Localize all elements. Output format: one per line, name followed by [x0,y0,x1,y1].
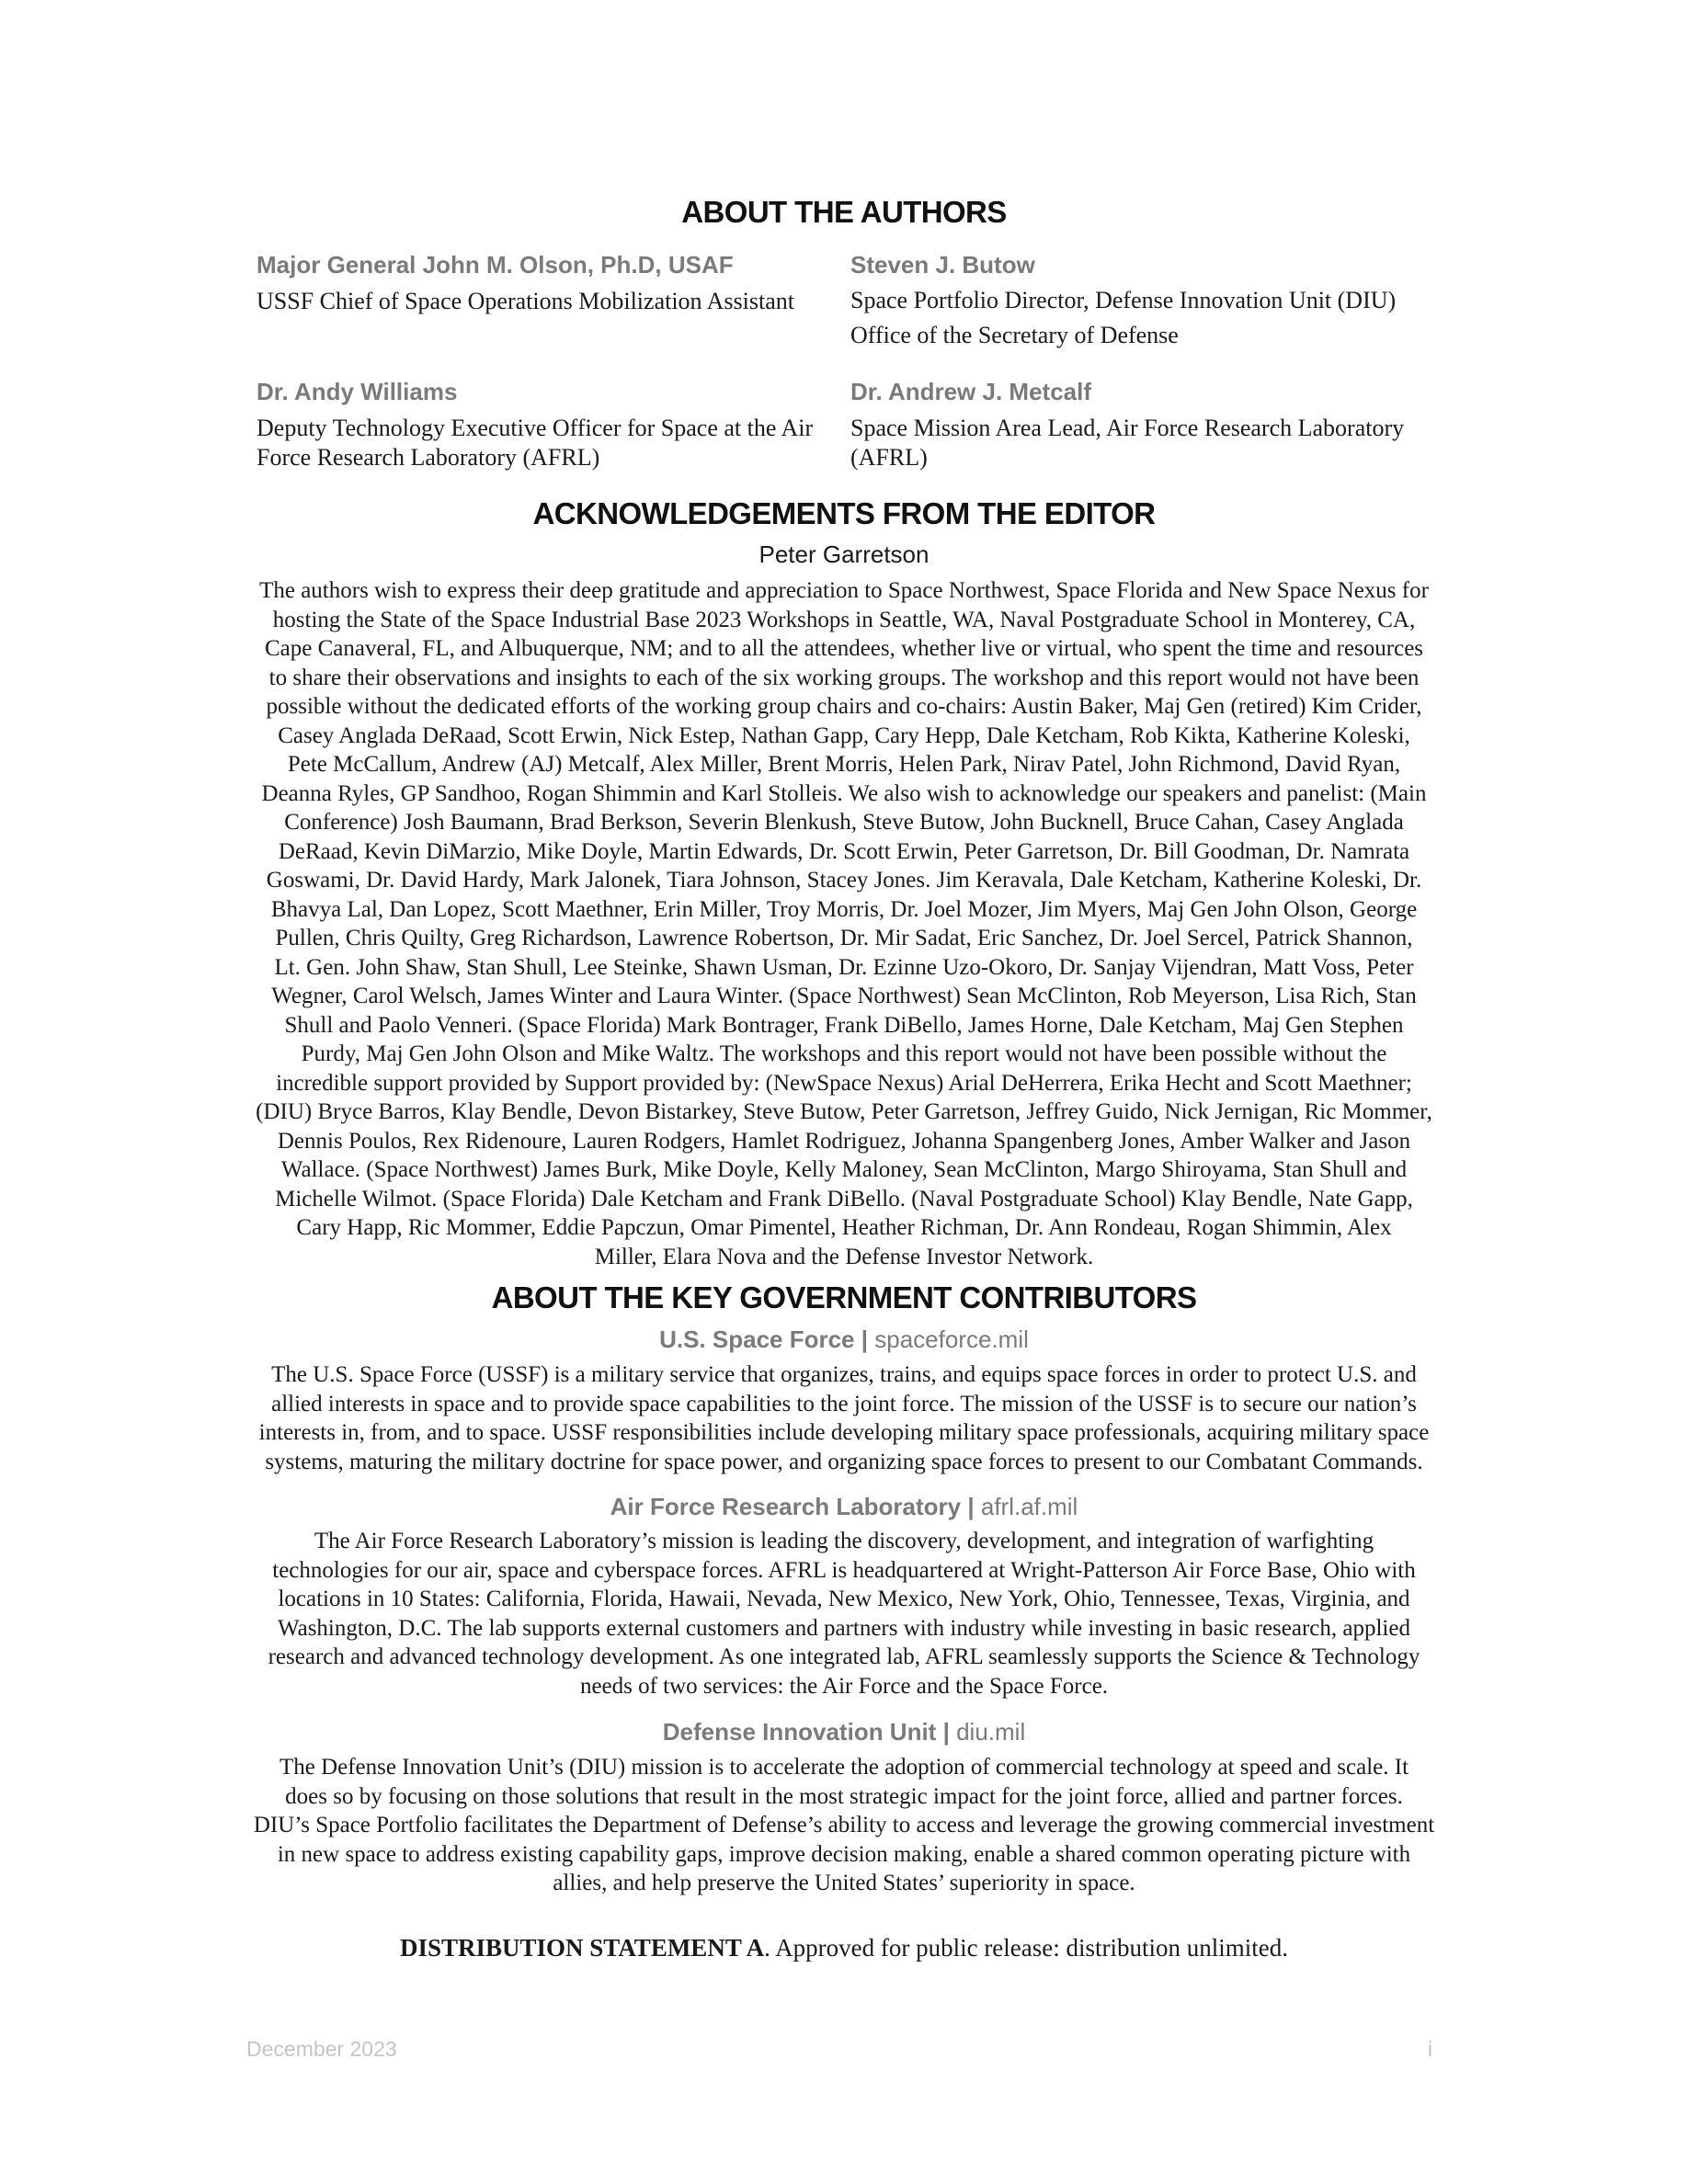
author-williams [257,375,827,472]
org-description-diu [246,1753,1442,1898]
author-role-line: Deputy Technology Executive Officer for Space at the Air [257,415,814,441]
org-separator: | [967,1493,975,1520]
footer-page-number: i [1427,2037,1432,2061]
editor-name: Peter Garretson [758,540,930,568]
footer-date: December 2023 [246,2037,397,2061]
body-line: Michelle Wilmot. (Space Florida) Dale Ketcham and Frank DiBello. (Naval Postgraduate School) Klay Bendle, Nate Gapp, [275,1186,1413,1211]
author-role-line: Space Portfolio Director, Defense Innovation Unit (DIU) [850,287,1397,313]
body-line: Dennis Poulos, Rex Ridenoure, Lauren Rodgers, Hamlet Rodriguez, Johanna Spangenberg Jones, Amber Walker and Jason [277,1128,1411,1154]
org-url-link[interactable]: spaceforce.mil [874,1325,1029,1353]
distribution-statement [0,1934,1688,1962]
body-line: Bhavya Lal, Dan Lopez, Scott Maethner, Erin Miller, Troy Morris, Dr. Joel Mozer, Jim Myers, Maj Gen John Olson, George [270,896,1418,922]
about-authors-title: ABOUT THE AUTHORS [681,195,1007,229]
body-line: Wallace. (Space Northwest) James Burk, Mike Doyle, Kelly Maloney, Sean McClinton, Margo Shiroyama, Stan Shull and [280,1157,1408,1182]
acknowledgements-title: ACKNOWLEDGEMENTS FROM THE EDITOR [532,496,1156,530]
body-line: Shull and Paolo Venneri. (Space Florida) Mark Bontrager, Frank DiBello, James Horne, Dale Ketcham, Maj Gen Stephen [284,1012,1404,1038]
body-line: (DIU) Bryce Barros, Klay Bendle, Devon Bistarkey, Steve Butow, Peter Garretson, Jeffrey Guido, Nick Jernigan, Ric Mommer, [256,1099,1432,1124]
org-heading-space-force [0,1324,1688,1355]
body-line: The authors wish to express their deep gratitude and appreciation to Space Northwest, Space Florida and New Space Nexus for [259,578,1429,603]
body-line: Pullen, Chris Quilty, Greg Richardson, Lawrence Robertson, Dr. Mir Sadat, Eric Sanchez, Dr. Joel Sercel, Patrick Shannon, [275,926,1413,950]
author-name: Steven J. Butow [850,251,1035,279]
author-name: Dr. Andrew J. Metcalf [850,378,1091,405]
body-line: interests in, from, and to space. USSF responsibilities include developing military space professionals, acquiring military space [258,1420,1430,1445]
author-olson [257,248,827,316]
org-description-space-force [246,1360,1442,1476]
author-butow [850,248,1420,353]
author-role-line: Space Mission Area Lead, Air Force Research Laboratory [850,415,1405,441]
body-line: Lt. Gen. John Shaw, Stan Shull, Lee Steinke, Shawn Usman, Dr. Ezinne Uzo-Okoro, Dr. Sanjay Vijendran, Matt Voss, Peter [274,954,1414,980]
org-url-link[interactable]: afrl.af.mil [980,1493,1078,1520]
author-metcalf [850,375,1420,472]
body-line: Purdy, Maj Gen John Olson and Mike Waltz. The workshops and this report would not have been possible without the [301,1041,1387,1066]
body-line: The U.S. Space Force (USSF) is a military service that organizes, trains, and equips space forces in order to protect U.S. and [271,1362,1417,1387]
body-line: in new space to address existing capability gaps, improve decision making, enable a shared common operating picture with [277,1841,1411,1867]
body-line: allied interests in space and to provide space capabilities to the joint force. The mission of the USSF is to secure our nation’s [271,1391,1417,1416]
body-line: possible without the dedicated efforts of the working group chairs and co-chairs: Austin Baker, Maj Gen (retired) Kim Crider, [266,694,1422,719]
author-role [257,287,827,316]
body-line: DIU’s Space Portfolio facilitates the Department of Defense’s ability to access and leverage the growing commercial investment [253,1813,1435,1837]
org-name: U.S. Space Force [659,1325,855,1353]
body-line: Goswami, Dr. David Hardy, Mark Jalonek, Tiara Johnson, Stacey Jones. Jim Keravala, Dale Ketcham, Katherine Koleski, Dr. [266,868,1422,893]
body-line: The Defense Innovation Unit’s (DIU) mission is to accelerate the adoption of commercial technology at speed and scale. It [279,1755,1409,1780]
author-role-line: Force Research Laboratory (AFRL) [257,444,600,471]
author-role-line: Office of the Secretary of Defense [850,322,1179,348]
author-role [257,414,827,472]
org-heading-diu [0,1716,1688,1747]
org-separator: | [942,1718,950,1746]
acknowledgements-body [246,576,1442,1271]
author-role [850,414,1420,472]
author-role-line: (AFRL) [850,444,928,471]
org-name: Defense Innovation Unit [662,1718,937,1746]
body-line: Deanna Ryles, GP Sandhoo, Rogan Shimmin and Karl Stolleis. We also wish to acknowledge our speakers and panelist: (Main [261,780,1427,806]
body-line: needs of two services: the Air Force and the Space Force. [579,1673,1109,1699]
body-line: Casey Anglada DeRaad, Scott Erwin, Nick Estep, Nathan Gapp, Cary Hepp, Dale Ketcham, Rob Kikta, Katherine Koleski, [278,722,1410,748]
org-heading-afrl [0,1491,1688,1522]
body-line: Conference) Josh Baumann, Brad Berkson, Severin Blenkush, Steve Butow, John Bucknell, Bruce Cahan, Casey Anglada [284,810,1404,835]
author-name: Dr. Andy Williams [257,378,458,405]
body-line: research and advanced technology development. As one integrated lab, AFRL seamlessly supports the Science & Technology [268,1644,1420,1669]
body-line: does so by focusing on those solutions that result in the most strategic impact for the joint force, allied and partner forces. [285,1783,1403,1809]
body-line: systems, maturing the military doctrine for space power, and organizing space forces to present to our Combatant Commands. [265,1449,1423,1474]
distribution-text: . Approved for public release: distribution unlimited. [764,1934,1288,1962]
body-line: Wegner, Carol Welsch, James Winter and Laura Winter. (Space Northwest) Sean McClinton, Rob Meyerson, Lisa Rich, Stan [271,984,1417,1008]
body-line: Cary Happ, Ric Mommer, Eddie Papczun, Omar Pimentel, Heather Richman, Dr. Ann Rondeau, Rogan Shimmin, Alex [296,1215,1392,1240]
body-line: allies, and help preserve the United States’ superiority in space. [553,1871,1135,1895]
body-line: technologies for our air, space and cyberspace forces. AFRL is headquartered at Wright-Patterson Air Force Base, Ohio with [272,1557,1416,1583]
distribution-label: DISTRIBUTION STATEMENT A [399,1934,765,1962]
org-url-link[interactable]: diu.mil [956,1718,1026,1746]
contributors-title: ABOUT THE KEY GOVERNMENT CONTRIBUTORS [491,1280,1197,1314]
author-name: Major General John M. Olson, Ph.D, USAF [257,251,734,279]
body-line: The Air Force Research Laboratory’s mission is leading the discovery, development, and integration of warfighting [314,1529,1374,1553]
body-line: Miller, Elara Nova and the Defense Investor Network. [594,1244,1094,1269]
body-line: hosting the State of the Space Industrial Base 2023 Workshops in Seattle, WA, Naval Postgraduate School in Monterey, CA, [272,607,1416,632]
body-line: DeRaad, Kevin DiMarzio, Mike Doyle, Martin Edwards, Dr. Scott Erwin, Peter Garretson, Dr. Bill Goodman, Dr. Namrata [278,838,1410,864]
body-line: Washington, D.C. The lab supports external customers and partners with industry while investing in basic research, applied [278,1615,1410,1641]
body-line: Pete McCallum, Andrew (AJ) Metcalf, Alex Miller, Brent Morris, Helen Park, Nirav Patel, John Richmond, David Ryan, [287,752,1401,777]
author-role [850,283,1420,353]
org-name: Air Force Research Laboratory [610,1493,962,1520]
author-role-line: USSF Chief of Space Operations Mobilization Assistant [257,288,794,314]
org-description-afrl [246,1527,1442,1701]
body-line: locations in 10 States: California, Florida, Hawaii, Nevada, New Mexico, New York, Ohio, Tennessee, Texas, Virginia, and [278,1587,1410,1611]
body-line: Cape Canaveral, FL, and Albuquerque, NM; and to all the attendees, whether live or virtual, who spent the time and resources [264,636,1424,661]
org-separator: | [861,1325,869,1353]
body-line: incredible support provided by Support provided by: (NewSpace Nexus) Arial DeHerrera, Erika Hecht and Scott Maethner; [276,1070,1412,1096]
body-line: to share their observations and insights to each of the six working groups. The workshop and this report would not have been [268,665,1420,690]
